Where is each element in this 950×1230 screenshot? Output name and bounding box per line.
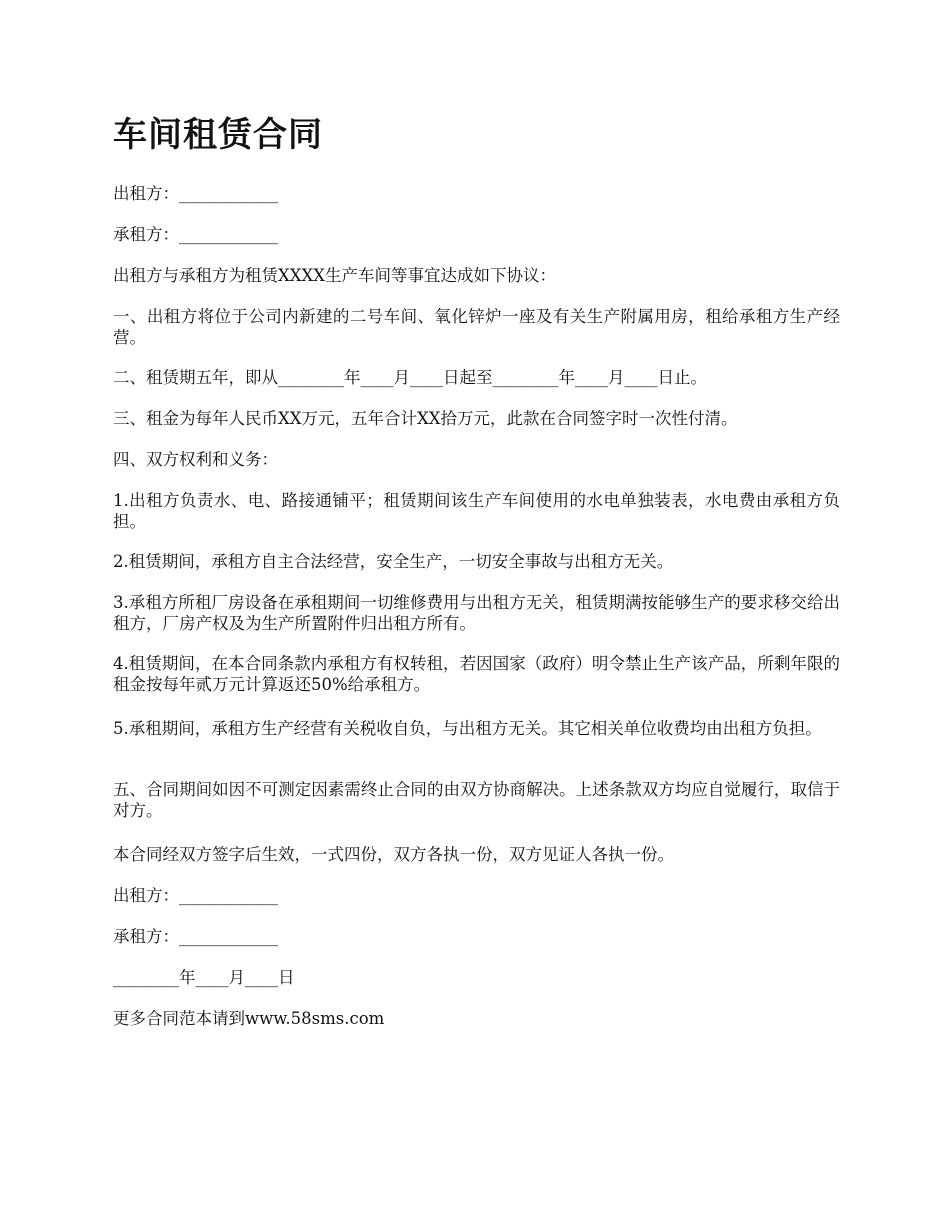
document-title: 车间租赁合同 [113, 115, 323, 155]
clause-4-heading: 四、双方权利和义务： [113, 450, 278, 469]
effective-clause: 本合同经双方签字后生效，一式四份，双方各执一份，双方见证人各执一份。 [113, 845, 674, 864]
clause-5: 五、合同期间如因不可测定因素需终止合同的由双方协商解决。上述条款双方均应自觉履行，取信于对方。 [113, 780, 840, 820]
clause-4-item-4: 4.租赁期间，在本合同条款内承租方有权转租，若因国家（政府）明令禁止生产该产品，所剩年限的租金按每年贰万元计算返还50%给承租方。 [113, 654, 840, 694]
clause-1: 一、出租方将位于公司内新建的二号车间、氧化锌炉一座及有关生产附属用房，租给承租方生产经营。 [113, 307, 840, 347]
lessee-line: 承租方：____________ [113, 225, 278, 244]
agreement-intro: 出租方与承租方为租赁XXXX生产车间等事宜达成如下协议： [113, 266, 556, 285]
clause-3: 三、租金为每年人民币XX万元，五年合计XX拾万元，此款在合同签字时一次性付清。 [113, 409, 738, 428]
clause-4-item-2: 2.租赁期间，承租方自主合法经营，安全生产，一切安全事故与出租方无关。 [113, 552, 674, 571]
clause-4-item-5: 5.承租期间，承租方生产经营有关税收自负，与出租方无关。其它相关单位收费均由出租方负担。 [113, 719, 822, 738]
lessee-signature-line: 承租方：____________ [113, 927, 278, 946]
footer-note: 更多合同范本请到www.58sms.com [113, 1009, 385, 1028]
lessor-line: 出租方：____________ [113, 184, 278, 203]
clause-2: 二、租赁期五年，即从________年____月____日起至________年____月____日止。 [113, 368, 707, 387]
clause-4-item-1: 1.出租方负责水、电、路接通铺平；租赁期间该生产车间使用的水电单独装表，水电费由承租方负担。 [113, 491, 840, 531]
lessor-signature-line: 出租方：____________ [113, 886, 278, 905]
date-line: ________年____月____日 [113, 968, 295, 987]
clause-4-item-3: 3.承租方所租厂房设备在承租期间一切维修费用与出租方无关，租赁期满按能够生产的要求移交给出租方，厂房产权及为生产所置附件归出租方所有。 [113, 593, 840, 633]
